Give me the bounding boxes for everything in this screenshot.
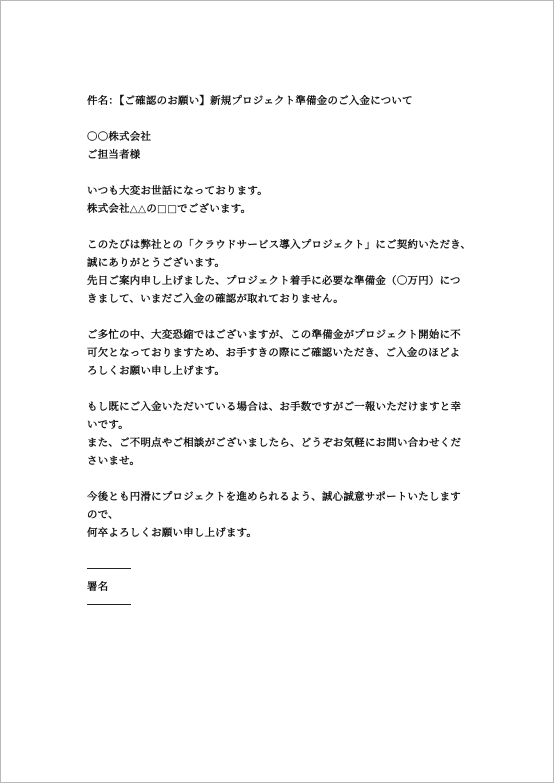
spacer — [87, 110, 507, 128]
spacer — [87, 470, 507, 488]
closing-line: 何卒よろしくお願い申し上げます。 — [87, 527, 258, 539]
recipient-company: 〇〇株式会社 — [87, 131, 152, 143]
signature-rule-bottom — [87, 604, 131, 605]
paragraph2-line: ろしくお願い申し上げます。 — [87, 365, 226, 377]
spacer — [87, 164, 507, 182]
paragraph1-line: 先日ご案内申し上げました、プロジェクト着手に必要な準備金（〇万円）につ — [87, 275, 461, 287]
paragraph1-line: きまして、いまだご入金の確認が取れておりません。 — [87, 293, 344, 305]
signature-label: 署名 — [87, 581, 109, 593]
closing-line: ので、 — [87, 509, 119, 521]
greeting-line: いつも大変お世話になっております。 — [87, 185, 268, 197]
paragraph3-line: もし既にご入金いただいている場合は、お手数ですがご一報いただけますと幸 — [87, 401, 462, 413]
spacer — [87, 542, 507, 560]
letter-body — [87, 92, 507, 614]
spacer — [87, 308, 507, 326]
greeting-line: 株式会社△△の□□でございます。 — [87, 203, 252, 215]
signature-rule-top — [87, 568, 131, 569]
closing-line: 今後とも円滑にプロジェクトを進められるよう、誠心誠意サポートいたします — [87, 491, 461, 503]
paragraph2-line: ご多忙の中、大変恐縮ではございますが、この準備金がプロジェクト開始に不 — [87, 329, 461, 341]
paragraph1-line: 誠にありがとうございます。 — [87, 257, 226, 269]
paragraph3-line: さいませ。 — [87, 455, 141, 467]
subject-line: 件名：【ご確認のお願い】新規プロジェクト準備金のご入金について — [87, 95, 413, 107]
spacer — [87, 380, 507, 398]
spacer — [87, 218, 507, 236]
paragraph2-line: 可欠となっておりますため、お手すきの際にご確認いただき、ご入金のほどよ — [87, 347, 461, 359]
paragraph3-line: また、ご不明点やご相談がございましたら、どうぞお気軽にお問い合わせくだ — [87, 437, 462, 449]
recipient-person: ご担当者様 — [87, 149, 141, 161]
paragraph1-line: このたびは弊社との「クラウドサービス導入プロジェクト」にご契約いただき、 — [87, 239, 472, 251]
paragraph3-line: いです。 — [87, 419, 129, 431]
